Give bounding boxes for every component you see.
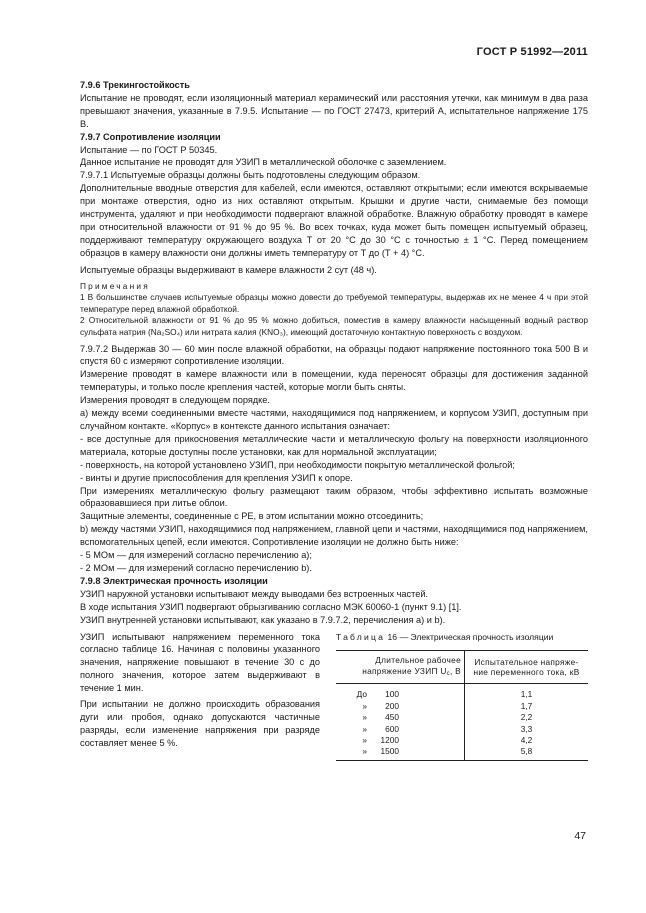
s798-p4: УЗИП испытывают напряжением переменного тока согласно таблице 16. Начиная с половины указанного значения, напряжение повышают в течение 30 с до полного значения, которое затем выдерживают в течение 1 мин. bbox=[80, 631, 320, 694]
table-row: » 1200 4,2 bbox=[336, 735, 588, 746]
s798-p5: При испытании не должно происходить образования дуги или пробоя, однако допускаются частичные разряды, если изменение напряжения при разряде составляет менее 5 %. bbox=[80, 699, 320, 748]
section-7-9-6-title: 7.9.6 Трекингостойкость bbox=[80, 80, 190, 90]
s796-p1: Испытание не проводят, если изоляционный материал керамический или расстояния утечки, как минимум в два раза превышают значения, указанные в 7.9.5. Испытание — по ГОСТ 27473, критерий А, испытательное напряжение 175 В. bbox=[80, 92, 588, 129]
bullet-3: - винты и другие приспособления для крепления УЗИП к опоре. bbox=[80, 472, 353, 483]
table-row: » 450 2,2 bbox=[336, 712, 588, 723]
s798-p2: В ходе испытания УЗИП подвергают обрызгиванию согласно МЭК 60060-1 (пункт 9.1) [1]. bbox=[80, 601, 462, 612]
table-16 bbox=[336, 631, 588, 761]
section-7-9-8-title: 7.9.8 Электрическая прочность изоляции bbox=[80, 575, 268, 586]
s798-p3: УЗИП внутренней установки испытывают, как указано в 7.9.7.2, перечисления а) и b). bbox=[80, 614, 446, 625]
s797-p4: Дополнительные вводные отверстия для кабелей, если имеются, оставляют открытыми; если имеются вскрываемые при монтаже отверстия, одно из них оставляют открытым. Крышки и другие части, снимаемые без помощи инструмента, удаляют и при необходимости подвергают влажной обработке. Влажную обработку проводят в камере при относительной влажности от 91 % до 95 %. Во всех точках, куда может быть помещен испытуемый образец, поддерживают температуру окружающего воздуха Т от 20 °С до 30 °С с точностью ± 1 °С. Перед помещением образцов в камеру влажности они должны иметь температуру от Т до (Т + 4) °С. bbox=[80, 183, 588, 258]
s797-p5: Испытуемые образцы выдерживают в камере влажности 2 сут (48 ч). bbox=[80, 264, 377, 275]
bottom-section bbox=[80, 631, 588, 781]
table-caption bbox=[336, 631, 588, 644]
left-column bbox=[80, 631, 320, 750]
standard-header: ГОСТ Р 51992—2011 bbox=[476, 46, 588, 58]
notes-label: Примечания bbox=[80, 280, 150, 291]
note-1: 1 В большинстве случаев испытуемые образцы можно довести до требуемой температуры, выдержав их не менее 4 ч при этой температуре перед влажной обработкой. bbox=[80, 292, 588, 314]
table-header-voltage: Длительное рабочее напряжение УЗИП $U_с$, В bbox=[336, 651, 465, 684]
table-caption-title: 16 — Электрическая прочность изоляции bbox=[385, 631, 554, 642]
s797-p7: Измерение проводят в камере влажности или в помещении, куда переносят образцы для достижения заданной температуры, и только после крепления частей, которые могли быть сняты. bbox=[80, 369, 588, 393]
bullet-5: - 2 МОм — для измерений согласно перечислению b). bbox=[80, 562, 312, 573]
s797-p6: 7.9.7.2 Выдержав 30 — 60 мин после влажной обработки, на образцы подают напряжение постоянного тока 500 В и спустя 60 с измеряют сопротивление изоляции. bbox=[80, 343, 588, 367]
s797-p3: 7.9.7.1 Испытуемые образцы должны быть подготовлены следующим образом. bbox=[80, 170, 421, 181]
bullet-2: - поверхность, на которой установлено УЗИП, при необходимости покрытую металлической фольгой; bbox=[80, 459, 515, 470]
table-row: До 100 1,1 bbox=[336, 684, 588, 701]
table-row: » 600 3,3 bbox=[336, 724, 588, 735]
s798-p1: УЗИП наружной установки испытывают между выводами без встроенных частей. bbox=[80, 588, 429, 599]
bullet-1: - все доступные для прикосновения металлические части и металлическую фольгу на поверхности изоляционного материала, которые доступны после установки, как для нормальной эксплуатации; bbox=[80, 433, 588, 457]
table-header-test-voltage: Испытательное напряже- ние переменного тока, кВ bbox=[465, 651, 589, 684]
s797-p1: Испытание — по ГОСТ Р 50345. bbox=[80, 144, 218, 155]
note-2: 2 Относительной влажности от 91 % до 95 % можно добиться, поместив в камеру влажности насыщенный водный раствор сульфата натрия (Na₂SO₄) или нитрата калия (KNO₃), имеющий достаточную контактную поверхность с воздухом. bbox=[80, 315, 588, 337]
s797-p11: Защитные элементы, соединенные с РЕ, в этом испытании можно отсоединить; bbox=[80, 511, 424, 522]
section-7-9-7-title: 7.9.7 Сопротивление изоляции bbox=[80, 131, 221, 142]
table-row: » 1500 5,8 bbox=[336, 746, 588, 760]
s797-p8: Измерения проводят в следующем порядке. bbox=[80, 395, 270, 406]
page-content bbox=[80, 79, 588, 781]
insulation-strength-table bbox=[336, 650, 588, 760]
page-number: 47 bbox=[574, 830, 586, 842]
s797-p10: При измерениях металлическую фольгу размещают таким образом, чтобы эффективно испытать возможные образовавшиеся при литье облои. bbox=[80, 485, 588, 509]
s797-p2: Данное испытание не проводят для УЗИП в металлической оболочке с заземлением. bbox=[80, 157, 447, 168]
s797-p9: а) между всеми соединенными вместе частями, находящимися под напряжением, и корпусом УЗИП, доступным при случайном контакте. «Корпус» в контексте данного испытания означает: bbox=[80, 408, 588, 431]
table-caption-label: Таблица bbox=[336, 631, 386, 642]
bullet-4: - 5 МОм — для измерений согласно перечислению а); bbox=[80, 550, 312, 561]
table-row: » 200 1,7 bbox=[336, 701, 588, 712]
s797-p12: b) между частями УЗИП, находящимися под напряжением, главной цепи и частями, находящимися под напряжением, вспомогательных цепей, если имеются. Сопротивление изоляции не должно быть ниже: bbox=[80, 524, 588, 548]
